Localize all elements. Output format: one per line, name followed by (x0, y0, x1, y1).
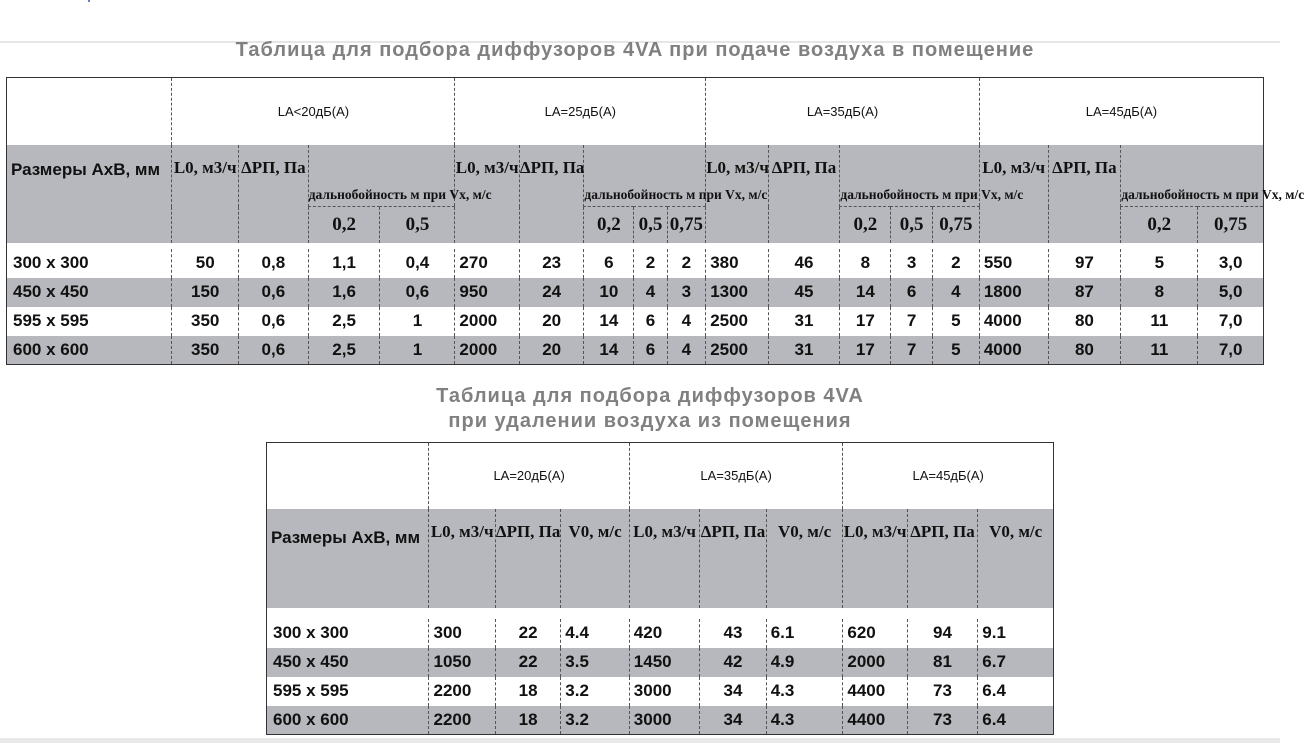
airflow-header: L0, м3/ч (979, 145, 1048, 243)
pressure-header: ΔPП, Па (519, 145, 584, 243)
value-cell: 3.5 (561, 648, 630, 677)
table2-title (0, 384, 1300, 434)
value-cell: 7,0 (1198, 307, 1264, 336)
value-cell: 10 (584, 278, 634, 307)
value-cell: 7,0 (1198, 336, 1264, 365)
value-cell: 3 (667, 278, 706, 307)
airflow-header: L0, м3/ч (706, 145, 768, 243)
pressure-header: ΔPП, Па (768, 145, 840, 243)
value-cell: 2500 (706, 336, 768, 365)
value-cell: 2000 (455, 336, 520, 365)
velocity-header: V0, м/с (561, 509, 630, 608)
value-cell: 8 (1121, 278, 1198, 307)
value-cell: 73 (907, 706, 978, 735)
airflow-header: L0, м3/ч (843, 509, 907, 608)
value-cell: 17 (840, 336, 891, 365)
value-cell: 1 (380, 307, 455, 336)
value-cell: 150 (172, 278, 239, 307)
value-cell: 11 (1121, 336, 1198, 365)
airflow-header: L0, м3/ч (172, 145, 239, 243)
value-cell: 6 (584, 249, 634, 278)
speed-label: 0,2 (1121, 207, 1198, 243)
value-cell: 20 (519, 307, 584, 336)
range-header: дальнобойность м при Vх, м/с (584, 145, 706, 207)
value-cell: 2,5 (308, 307, 380, 336)
table-row (7, 307, 1264, 336)
value-cell: 4.4 (561, 619, 630, 648)
value-cell: 87 (1048, 278, 1121, 307)
range-header: дальнобойность м при Vх, м/с (840, 145, 979, 207)
value-cell: 6.4 (978, 677, 1054, 706)
table-row (7, 278, 1264, 307)
value-cell: 3000 (629, 706, 700, 735)
value-cell: 1300 (706, 278, 768, 307)
value-cell: 23 (519, 249, 584, 278)
speed-label: 0,75 (1198, 207, 1264, 243)
value-cell: 0,6 (239, 278, 309, 307)
decorative-dot (88, 0, 90, 2)
value-cell: 97 (1048, 249, 1121, 278)
speed-label: 0,2 (308, 207, 380, 243)
pressure-header: ΔPП, Па (239, 145, 309, 243)
value-cell: 4400 (843, 706, 907, 735)
column-header-row (267, 509, 1054, 608)
value-cell: 3,0 (1198, 249, 1264, 278)
size-cell: 600 x 600 (273, 709, 349, 729)
value-cell: 46 (768, 249, 840, 278)
value-cell: 11 (1121, 307, 1198, 336)
speed-label: 0,5 (380, 207, 455, 243)
value-cell: 1,1 (308, 249, 380, 278)
value-cell: 6.7 (978, 648, 1054, 677)
group-label: LA<20дБ(A) (172, 78, 455, 145)
value-cell: 1450 (629, 648, 700, 677)
value-cell: 8 (840, 249, 891, 278)
value-cell: 17 (840, 307, 891, 336)
speed-label: 0,75 (667, 207, 706, 243)
value-cell: 18 (495, 706, 560, 735)
value-cell: 0,6 (239, 307, 309, 336)
value-cell: 0,6 (239, 336, 309, 365)
value-cell: 4400 (843, 677, 907, 706)
value-cell: 2000 (455, 307, 520, 336)
value-cell: 3.2 (561, 677, 630, 706)
value-cell: 24 (519, 278, 584, 307)
column-header-row (7, 145, 1264, 207)
value-cell: 6 (634, 307, 667, 336)
speed-label: 0,5 (891, 207, 933, 243)
value-cell: 34 (700, 706, 766, 735)
range-header: дальнобойность м при Vх, м/с (308, 145, 455, 207)
group-label: LA=45дБ(A) (843, 443, 1054, 509)
value-cell: 2000 (843, 648, 907, 677)
value-cell: 2 (634, 249, 667, 278)
speed-label: 0,2 (840, 207, 891, 243)
value-cell: 1800 (979, 278, 1048, 307)
value-cell: 4 (667, 307, 706, 336)
range-header: дальнобойность м при Vх, м/с (1121, 145, 1264, 207)
value-cell: 5 (932, 307, 979, 336)
table-row (267, 648, 1054, 677)
value-cell: 300 (429, 619, 495, 648)
value-cell: 2 (932, 249, 979, 278)
value-cell: 0,4 (380, 249, 455, 278)
size-cell: 450 x 450 (13, 282, 89, 301)
value-cell: 6 (891, 278, 933, 307)
size-header: Размеры АхВ, мм (11, 159, 161, 179)
pressure-header: ΔPП, Па (1048, 145, 1121, 243)
value-cell: 5,0 (1198, 278, 1264, 307)
value-cell: 7 (891, 307, 933, 336)
value-cell: 420 (629, 619, 700, 648)
value-cell: 3.2 (561, 706, 630, 735)
value-cell: 31 (768, 307, 840, 336)
value-cell: 80 (1048, 336, 1121, 365)
value-cell: 2500 (706, 307, 768, 336)
value-cell: 94 (907, 619, 978, 648)
value-cell: 6 (634, 336, 667, 365)
value-cell: 9.1 (978, 619, 1054, 648)
value-cell: 18 (495, 677, 560, 706)
value-cell: 620 (843, 619, 907, 648)
value-cell: 6.1 (766, 619, 843, 648)
value-cell: 14 (584, 336, 634, 365)
value-cell: 20 (519, 336, 584, 365)
value-cell: 4.3 (766, 677, 843, 706)
value-cell: 350 (172, 307, 239, 336)
table1-title: Таблица для подбора диффузоров 4VA при подаче воздуха в помещение (235, 39, 1035, 61)
size-cell: 450 x 450 (273, 652, 349, 671)
value-cell: 14 (840, 278, 891, 307)
speed-label: 0,2 (584, 207, 634, 243)
value-cell: 2 (667, 249, 706, 278)
value-cell: 350 (172, 336, 239, 365)
value-cell: 4.3 (766, 706, 843, 735)
pressure-header: ΔPП, Па (495, 509, 560, 608)
group-header-row (7, 78, 1264, 145)
bottom-bar (0, 738, 1280, 743)
value-cell: 5 (1121, 249, 1198, 278)
value-cell: 31 (768, 336, 840, 365)
value-cell: 4 (667, 336, 706, 365)
value-cell: 34 (700, 677, 766, 706)
value-cell: 3000 (629, 677, 700, 706)
pressure-header: ΔPП, Па (907, 509, 978, 608)
value-cell: 0,8 (239, 249, 309, 278)
velocity-header: V0, м/с (978, 509, 1054, 608)
table-row (267, 619, 1054, 648)
value-cell: 2200 (429, 706, 495, 735)
exhaust-diffuser-table (266, 442, 1054, 735)
table2-title-line2: при удалении воздуха из помещения (448, 410, 852, 432)
table-row (7, 336, 1264, 365)
value-cell: 4 (932, 278, 979, 307)
group-label: LA=25дБ(A) (455, 78, 706, 145)
value-cell: 5 (932, 336, 979, 365)
speed-label: 0,75 (932, 207, 979, 243)
value-cell: 45 (768, 278, 840, 307)
value-cell: 550 (979, 249, 1048, 278)
value-cell: 50 (172, 249, 239, 278)
value-cell: 7 (891, 336, 933, 365)
size-cell: 595 x 595 (13, 311, 89, 330)
value-cell: 4 (634, 278, 667, 307)
pressure-header: ΔPП, Па (700, 509, 766, 608)
value-cell: 4000 (979, 336, 1048, 365)
value-cell: 73 (907, 677, 978, 706)
size-cell: 600 x 600 (13, 339, 89, 359)
table2-title-line1: Таблица для подбора диффузоров 4VA (436, 385, 864, 407)
airflow-header: L0, м3/ч (455, 145, 520, 243)
value-cell: 2,5 (308, 336, 380, 365)
value-cell: 270 (455, 249, 520, 278)
value-cell: 80 (1048, 307, 1121, 336)
value-cell: 4.9 (766, 648, 843, 677)
airflow-header: L0, м3/ч (429, 509, 495, 608)
group-label: LA=20дБ(A) (429, 443, 629, 509)
value-cell: 42 (700, 648, 766, 677)
group-header-row (267, 443, 1054, 509)
size-cell: 300 x 300 (13, 253, 89, 272)
value-cell: 43 (700, 619, 766, 648)
value-cell: 6.4 (978, 706, 1054, 735)
table-row (267, 677, 1054, 706)
velocity-header: V0, м/с (766, 509, 843, 608)
value-cell: 2200 (429, 677, 495, 706)
size-header: Размеры АхВ, мм (271, 527, 421, 547)
value-cell: 1050 (429, 648, 495, 677)
value-cell: 14 (584, 307, 634, 336)
group-label: LA=45дБ(A) (979, 78, 1263, 145)
value-cell: 1,6 (308, 278, 380, 307)
group-label: LA=35дБ(A) (629, 443, 843, 509)
group-label: LA=35дБ(A) (706, 78, 980, 145)
value-cell: 22 (495, 619, 560, 648)
value-cell: 950 (455, 278, 520, 307)
supply-diffuser-table (6, 77, 1304, 365)
speed-label: 0,5 (634, 207, 667, 243)
value-cell: 3 (891, 249, 933, 278)
value-cell: 380 (706, 249, 768, 278)
value-cell: 1 (380, 336, 455, 365)
value-cell: 0,6 (380, 278, 455, 307)
value-cell: 4000 (979, 307, 1048, 336)
size-cell: 595 x 595 (273, 681, 349, 700)
table-row (267, 706, 1054, 735)
value-cell: 81 (907, 648, 978, 677)
table-row (7, 249, 1264, 278)
size-cell: 300 x 300 (273, 623, 349, 642)
value-cell: 22 (495, 648, 560, 677)
airflow-header: L0, м3/ч (629, 509, 700, 608)
